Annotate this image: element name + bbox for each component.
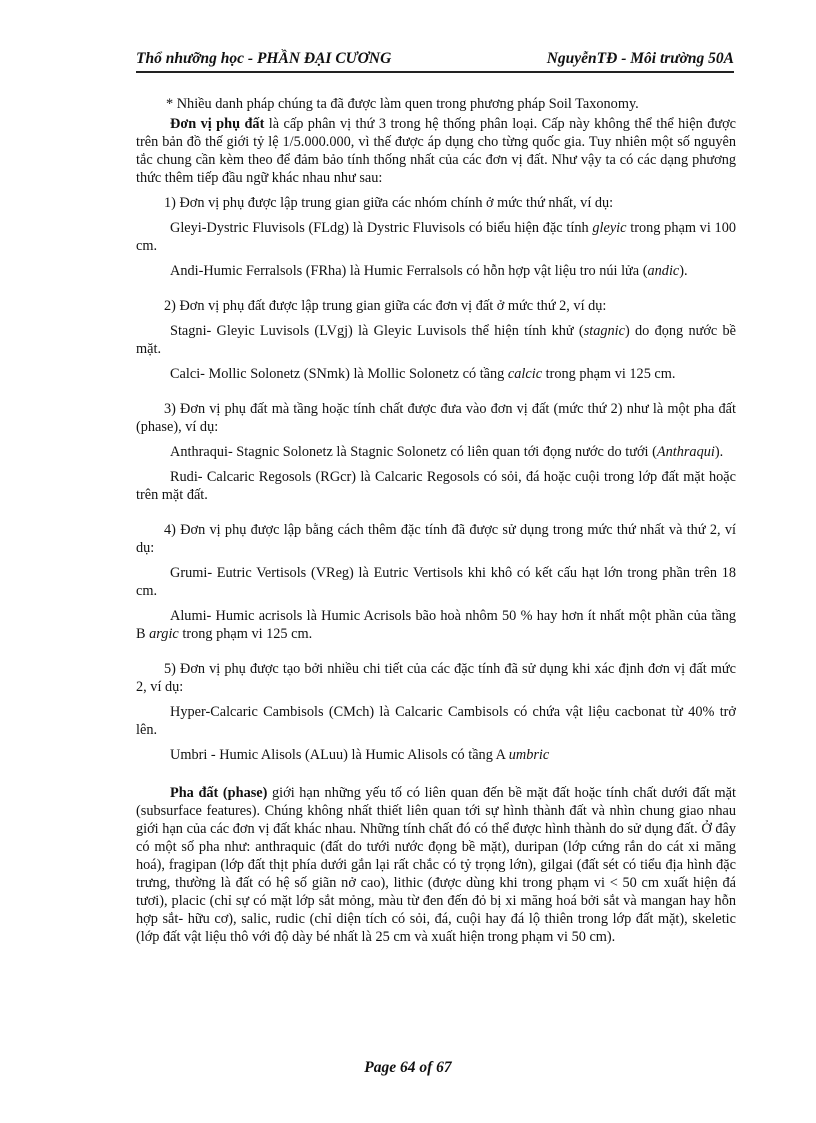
header-author: NguyễnTĐ - Môi trường 50A	[546, 50, 734, 67]
section-4-heading: 4) Đơn vị phụ được lập bằng cách thêm đặc tính đã được sử dụng trong mức thứ nhất và thứ 2, ví dụ:	[136, 522, 736, 556]
intro-term: Đơn vị phụ đất	[170, 116, 265, 132]
header-title: Thổ nhưỡng học - PHẦN ĐẠI CƯƠNG	[136, 50, 392, 67]
section-4-example-1: Grumi- Eutric Vertisols (VReg) là Eutric Vertisols khi khô có kết cấu hạt lớn trong phần trên 18 cm.	[136, 565, 736, 599]
page-header	[136, 49, 734, 73]
section-3-heading: 3) Đơn vị phụ đất mà tầng hoặc tính chất được đưa vào đơn vị đất (mức thứ 2) như là một pha đất (phase), ví dụ:	[136, 401, 736, 435]
phase-paragraph	[136, 784, 736, 946]
section-3-example-1: Anthraqui- Stagnic Solonetz là Stagnic Solonetz có liên quan tới đọng nước do tưới (Anthraqui).	[170, 444, 724, 460]
section-5-heading: 5) Đơn vị phụ được tạo bởi nhiều chi tiết của các đặc tính đã sử dụng khi xác định đơn vị đất mức 2, ví dụ:	[136, 661, 736, 695]
section-2-heading: 2) Đơn vị phụ đất được lập trung gian giữa các đơn vị đất ở mức thứ 2, ví dụ:	[164, 298, 607, 314]
section-1-example-2: Andi-Humic Ferralsols (FRha) là Humic Ferralsols có hỗn hợp vật liệu tro núi lửa (andic).	[170, 263, 688, 279]
section-5-example-2: Umbri - Humic Alisols (ALuu) là Humic Alisols có tầng A umbric	[170, 747, 550, 763]
section-2-example-1: Stagni- Gleyic Luvisols (LVgj) là Gleyic Luvisols thể hiện tính khử (stagnic) do đọng nước bề mặt.	[136, 323, 736, 357]
phase-term: Pha đất (phase)	[170, 785, 268, 801]
section-2-example-2: Calci- Mollic Solonetz (SNmk) là Mollic Solonetz có tầng calcic trong phạm vi 125 cm.	[170, 366, 676, 382]
phase-text: giới hạn những yếu tố có liên quan đến bề mặt đất hoặc tính chất dưới đất mặt (subsurface features). Chúng không nhất thiết liên quan tới sự hình thành đất và nhìn chung giao nhau giới hạn của các đơn vị đất khác nhau. Những tính chất đó có thể được hình thành do sử dụng đất. Ở đây có một số pha như: anthraquic (đất do tưới nước đọng bề mặt), duripan (lớp cứng rắn do cát xi măng hoá), fragipan (lớp đất thịt phía dưới gắn lại rất chắc có tỷ trọng lớn), gilgai (đất sét có tiểu địa hình đặc trưng, thường là đất có hệ số giãn nở cao), lithic (được dùng khi trong phạm vi < 50 cm xuất hiện đá tươi), placic (chỉ sự có mặt lớp sắt mỏng, màu từ đen đến đỏ bị xi măng hoá bởi sắt và mangan hay hỗn hợp sắt- hữu cơ), salic, rudic (chỉ diện tích có sỏi, đá, cuội hay đá lộ thiên trong lớp đất mặt), skeletic (lớp đất vật liệu thô với độ dày bé nhất là 25 cm và xuất hiện trong phạm vi 50 cm).	[136, 785, 736, 945]
intro-paragraph	[136, 115, 736, 187]
section-5-example-1: Hyper-Calcaric Cambisols (CMch) là Calcaric Cambisols có chứa vật liệu cacbonat từ 40% trở lên.	[136, 704, 736, 738]
intro-text: là cấp phân vị thứ 3 trong hệ thống phân loại. Cấp này không thể thể hiện được trên bản đồ thế giới tỷ lệ 1/5.000.000, vì thế được áp dụng cho từng quốc gia. Tuy nhiên một số nguyên tắc chung cần kèm theo để đảm bảo tính thống nhất của các đơn vị đất. Như vậy ta có các dạng phương thức thêm tiếp đầu ngữ khác nhau như sau:	[136, 116, 736, 186]
page-body	[136, 95, 736, 1025]
section-1-heading: 1) Đơn vị phụ được lập trung gian giữa các nhóm chính ở mức thứ nhất, ví dụ:	[164, 195, 614, 211]
note-paragraph: * Nhiều danh pháp chúng ta đã được làm quen trong phương pháp Soil Taxonomy.	[166, 96, 639, 112]
section-3-example-2: Rudi- Calcaric Regosols (RGcr) là Calcaric Regosols có sỏi, đá hoặc cuội trong lớp đất mặt hoặc trên mặt đất.	[136, 469, 736, 503]
page-number: Page 64 of 67	[364, 1059, 452, 1076]
section-4-example-2: Alumi- Humic acrisols là Humic Acrisols bão hoà nhôm 50 % hay hơn ít nhất một phần của tầng B argic trong phạm vi 125 cm.	[136, 608, 736, 642]
section-1-example-1: Gleyi-Dystric Fluvisols (FLdg) là Dystric Fluvisols có biểu hiện đặc tính gleyic trong phạm vi 100 cm.	[136, 220, 736, 254]
